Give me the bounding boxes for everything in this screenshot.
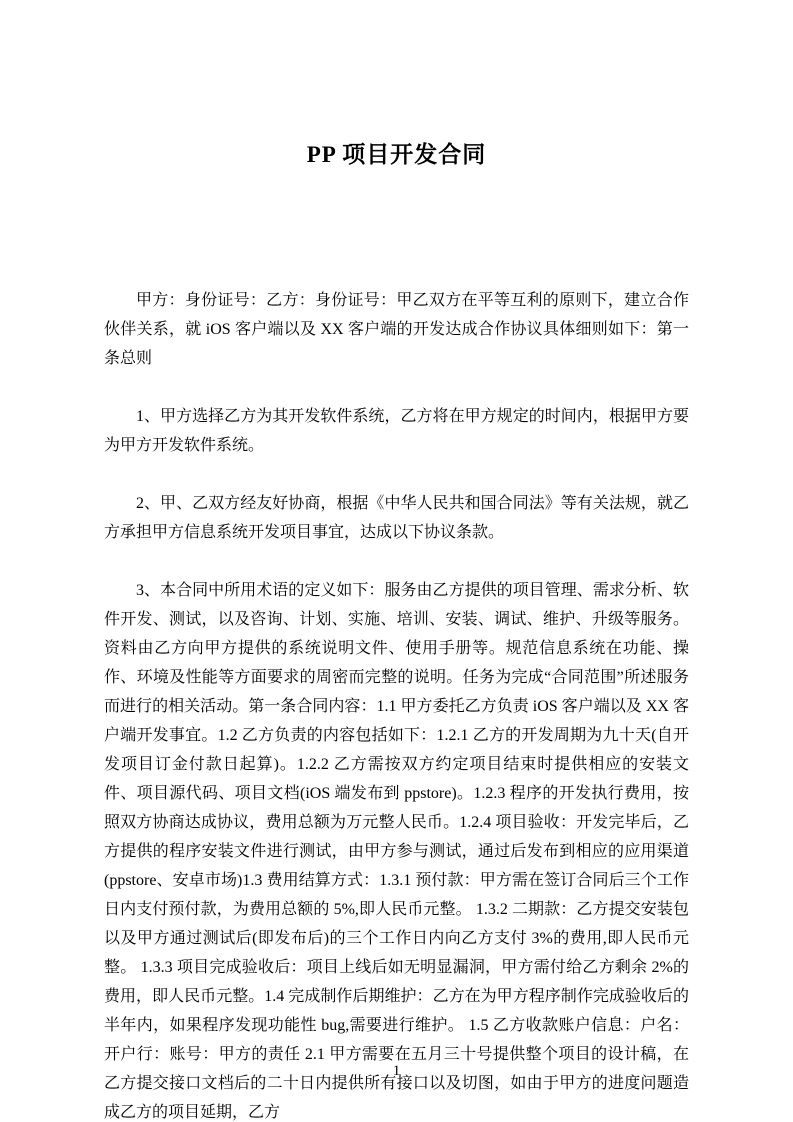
clause-2-paragraph: 2、甲、乙双方经友好协商，根据《中华人民共和国合同法》等有关法规，就乙方承担甲方信息系统开发项目事宜，达成以下协议条款。 (104, 495, 689, 541)
clause-1-paragraph: 1、甲方选择乙方为其开发软件系统，乙方将在甲方规定的时间内，根据甲方要为甲方开发软件系统。 (104, 408, 689, 454)
page-number: 1 (392, 1063, 401, 1079)
document-body (104, 286, 689, 1122)
clause-3-paragraph: 3、本合同中所用术语的定义如下：服务由乙方提供的项目管理、需求分析、软件开发、测试，以及咨询、计划、实施、培训、安装、调试、维护、升级等服务。资料由乙方向甲方提供的系统说明文件、使用手册等。规范信息系统在功能、操作、环境及性能等方面要求的周密而完整的说明。任务为完成“合同范围”所述服务而进行的相关活动。第一条合同内容：1.1 甲方委托乙方负责 iOS 客户端以及 XX 客户端开发事宜。1.2 乙方负责的内容包括如下：1.2.1 乙方的开发周期为九十天(自开发项目订金付款日起算)。1.2.2 乙方需按双方约定项目结束时提供相应的安装文件、项目源代码、项目文档(iOS 端发布到 ppstore)。1.2.3 程序的开发执行费用，按照双方协商达成协议，费用总额为万元整人民币。1.2.4 项目验收：开发完毕后，乙方提供的程序安装文件进行测试，由甲方参与测试，通过后发布到相应的应用渠道(ppstore、安卓市场)1.3 费用结算方式：1.3.1 预付款：甲方需在签订合同后三个工作日内支付预付款，为费用总额的 5%,即人民币元整。 1.3.2 二期款：乙方提交安装包以及甲方通过测试后(即发布后)的三个工作日内向乙方支付 3%的费用,即人民币元整。 1.3.3 项目完成验收后：项目上线后如无明显漏洞，甲方需付给乙方剩余 2%的费用，即人民币元整。1.4 完成制作后期维护：乙方在为甲方程序制作完成验收后的半年内，如果程序发现功能性 bug,需要进行维护。 1.5 乙方收款账户信息：户名：开户行：账号：甲方的责任 2.1 甲方需要在五月三十号提供整个项目的设计稿，在乙方提交接口文档后的二十日内提供所有接口以及切图，如由于甲方的进度问题造成乙方的项目延期，乙方 (104, 582, 689, 1121)
page-footer (0, 1062, 793, 1080)
intro-paragraph: 甲方：身份证号：乙方：身份证号：甲乙双方在平等互利的原则下，建立合作伙伴关系，就 iOS 客户端以及 XX 客户端的开发达成合作协议具体细则如下：第一条总则 (104, 292, 689, 367)
document-title: PP 项目开发合同 (306, 142, 487, 167)
